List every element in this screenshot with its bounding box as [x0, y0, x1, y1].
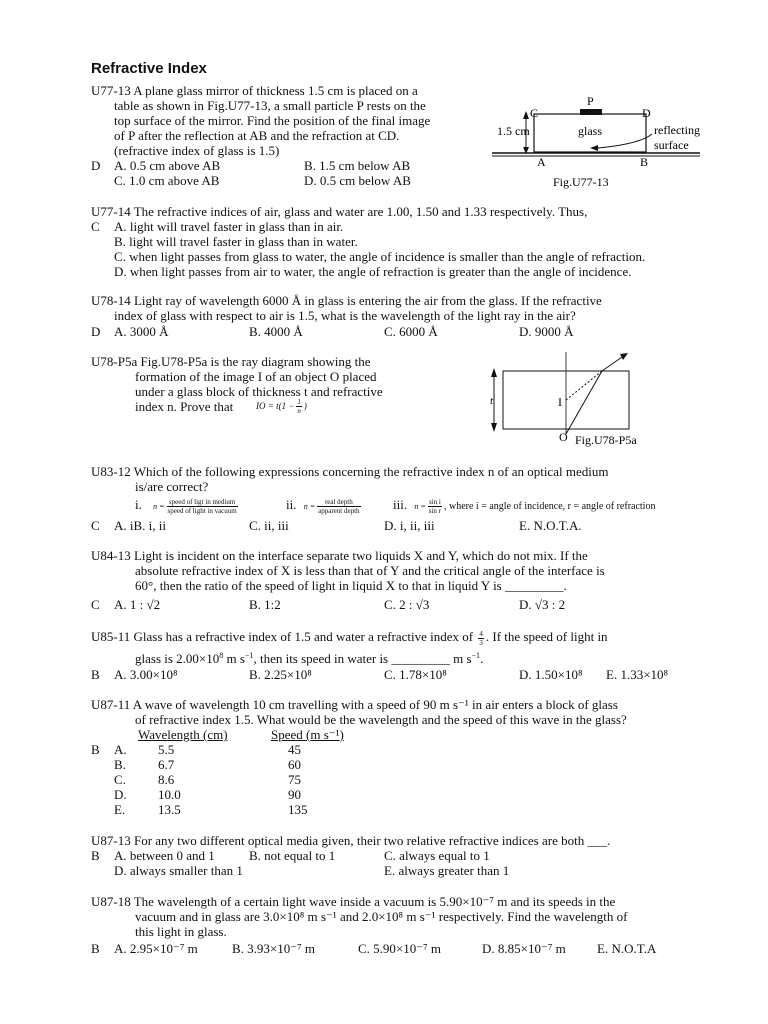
formula-lhs: IO = t(1 − [256, 401, 295, 411]
table-cell-wavelength: 6.7 [158, 757, 175, 772]
expression-i [135, 495, 240, 517]
option-d: D. 0.5 cm below AB [304, 173, 411, 188]
option-c: C. ii, iii [249, 518, 289, 533]
question-text-part: . [480, 651, 484, 666]
label-glass: glass [578, 124, 602, 138]
option-b: B. light will travel faster in glass than in water. [114, 234, 358, 249]
emergent-ray [602, 355, 625, 371]
option-b: B. 2.25×10⁸ [249, 667, 312, 682]
option-c: C. 6000 Å [384, 324, 438, 339]
page-title: Refractive Index [91, 60, 207, 77]
question-text: this light in glass. [135, 924, 227, 939]
table-cell-speed: 45 [288, 742, 301, 757]
question-text: under a glass block of thickness t and refractive [135, 384, 383, 399]
label-a: A [537, 155, 546, 169]
option-c: C. when light passes from glass to water, the angle of incidence is smaller than the angle of refraction. [114, 249, 646, 264]
table-row-label: B. [114, 757, 126, 772]
table-row-label: A. [114, 742, 127, 757]
question-text: U77-14 The refractive indices of air, glass and water are 1.00, 1.50 and 1.33 respectively. Thus, [91, 204, 588, 219]
label-b: B [640, 155, 649, 169]
question-text: index n. Prove that [135, 399, 234, 414]
fraction-numerator: 4 [479, 629, 483, 638]
option-e: E. N.O.T.A. [519, 518, 582, 533]
exponent: −1 [471, 651, 481, 660]
question-text-part: glass is 2.00×10 [135, 651, 220, 666]
option-d: D. 9000 Å [519, 324, 574, 339]
question-text: U77-13 A plane glass mirror of thickness 1.5 cm is placed on a [91, 83, 418, 98]
answer-key: C [91, 518, 100, 533]
answer-key: B [91, 848, 100, 863]
fraction-numerator: real depth [317, 498, 360, 507]
question-text [91, 629, 608, 647]
option-c: C. 1.0 cm above AB [114, 173, 220, 188]
arrow-head-up [523, 111, 529, 119]
fraction-denominator: n [297, 407, 301, 416]
option-e: E. 1.33×10⁸ [606, 667, 669, 682]
expression-fraction [428, 498, 442, 515]
option-d: D. √3 : 2 [519, 597, 566, 612]
formula-rhs: ) [303, 401, 307, 411]
label-p: P [587, 94, 594, 108]
question-text: formation of the image I of an object O placed [135, 369, 377, 384]
label-c: C [530, 106, 539, 120]
expression-iii [393, 495, 655, 517]
table-cell-wavelength: 13.5 [158, 802, 181, 817]
label-thickness: 1.5 cm [497, 124, 530, 138]
option-d: D. when light passes from air to water, the angle of refraction is greater than the angle of incidence. [114, 264, 632, 279]
answer-key: D [91, 324, 101, 339]
option-c: C. 1.78×10⁸ [384, 667, 447, 682]
question-text: U87-18 The wavelength of a certain light wave inside a vacuum is 5.90×10⁻⁷ m and its speeds in the [91, 894, 616, 909]
option-e: E. N.O.T.A [597, 941, 657, 956]
question-text: absolute refractive index of X is less than that of Y and the critical angle of the interface is [135, 563, 605, 578]
option-a: A. iB. i, ii [114, 518, 167, 533]
arrow-head-up [491, 368, 497, 377]
question-text: U87-13 For any two different optical media given, their two relative refractive indices are both ___. [91, 833, 611, 848]
question-text: vacuum and in glass are 3.0×10⁸ m s⁻¹ and 2.0×10⁸ m s⁻¹ respectively. Find the wavelength of [135, 909, 628, 924]
arrow-head-down [491, 423, 497, 432]
fraction-four-thirds [478, 630, 484, 647]
expression-lhs: n = [414, 502, 426, 511]
column-header-speed: Speed (m s⁻¹) [271, 727, 344, 742]
option-d: D. 8.85×10⁻⁷ m [482, 941, 566, 956]
option-d: D. 1.50×10⁸ [519, 667, 583, 682]
option-d: D. i, ii, iii [384, 518, 435, 533]
column-header-wavelength: Wavelength (cm) [138, 727, 228, 742]
option-a: A. 2.95×10⁻⁷ m [114, 941, 198, 956]
expression-lhs: n = [153, 502, 165, 511]
exponent: −1 [244, 651, 254, 660]
question-text: U78-14 Light ray of wavelength 6000 Å in glass is entering the air from the glass. If the refractive [91, 293, 602, 308]
label-d: D [642, 106, 651, 120]
expression-fraction [317, 498, 360, 515]
option-a: A. 0.5 cm above AB [114, 158, 221, 173]
question-text: U83-12 Which of the following expressions concerning the refractive index n of an optical medium [91, 464, 609, 479]
fraction-denominator: sin r [428, 506, 441, 515]
option-a: A. 1 : √2 [114, 597, 161, 612]
question-text-part: , then its speed in water is _________ m s [253, 651, 472, 666]
option-a: A. between 0 and 1 [114, 848, 215, 863]
option-a: A. 3.00×10⁸ [114, 667, 178, 682]
question-text: (refractive index of glass is 1.5) [114, 143, 280, 158]
expression-lhs: n = [303, 502, 316, 511]
pointer-arrow [590, 145, 598, 151]
option-d: D. always smaller than 1 [114, 863, 243, 878]
figure-caption: Fig.U77-13 [553, 175, 609, 189]
figure-u78-p5a [482, 350, 682, 450]
label-t: t [490, 395, 494, 407]
expression-ii [286, 495, 363, 517]
expression-label: ii. [286, 497, 297, 512]
particle-p [580, 109, 602, 115]
option-a: A. 3000 Å [114, 324, 169, 339]
refracted-ray [566, 371, 602, 434]
option-b: B. 1.5 cm below AB [304, 158, 411, 173]
question-text: table as shown in Fig.U77-13, a small particle P rests on the [114, 98, 426, 113]
option-b: B. not equal to 1 [249, 848, 336, 863]
expression-note: , where i = angle of incidence, r = angle of refraction [444, 501, 656, 512]
expression-label: iii. [393, 497, 408, 512]
answer-key: B [91, 742, 100, 757]
ray-arrow [620, 353, 628, 360]
fraction-denominator: speed of light in vacuum [167, 506, 237, 515]
table-cell-speed: 90 [288, 787, 301, 802]
table-row-label: D. [114, 787, 127, 802]
question-text-part: . If the speed of light in [485, 629, 608, 644]
table-cell-wavelength: 5.5 [158, 742, 175, 757]
expression-label: i. [135, 497, 142, 512]
question-text: 60°, then the ratio of the speed of light in liquid X to that in liquid Y is _________. [135, 578, 567, 593]
table-row-label: E. [114, 802, 126, 817]
question-text: of refractive index 1.5. What would be the wavelength and the speed of this wave in the glass? [135, 712, 627, 727]
question-text: U84-13 Light is incident on the interface separate two liquids X and Y, which do not mix. If the [91, 548, 588, 563]
option-c: C. 5.90×10⁻⁷ m [358, 941, 442, 956]
fraction-denominator: 3 [479, 638, 483, 647]
fraction-numerator: speed of ligt in medium [167, 498, 238, 507]
label-surface: surface [654, 138, 689, 152]
option-c: C. 2 : √3 [384, 597, 430, 612]
label-reflecting: reflecting [654, 123, 700, 137]
question-text: U78-P5a Fig.U78-P5a is the ray diagram showing the [91, 354, 371, 369]
answer-key: C [91, 597, 100, 612]
answer-key: B [91, 941, 100, 956]
table-cell-speed: 135 [288, 802, 308, 817]
fraction-numerator: sin i [428, 497, 441, 506]
figure-caption: Fig.U78-P5a [575, 433, 637, 447]
answer-key: C [91, 219, 100, 234]
question-text-part: U85-11 Glass has a refractive index of 1.5 and water a refractive index of [91, 629, 474, 644]
figure-u77-13 [490, 92, 720, 192]
pointer-line [598, 134, 652, 148]
label-i: I [558, 395, 562, 409]
answer-key: D [91, 158, 101, 173]
table-cell-speed: 60 [288, 757, 301, 772]
option-a: A. light will travel faster in glass than in air. [114, 219, 344, 234]
question-text: is/are correct? [135, 479, 209, 494]
question-text: U87-11 A wave of wavelength 10 cm travelling with a speed of 90 m s⁻¹ in air enters a block of glass [91, 697, 618, 712]
formula-fraction [296, 398, 302, 415]
question-text [135, 651, 483, 666]
option-c: C. always equal to 1 [384, 848, 490, 863]
fraction-denominator: apparent depth [318, 506, 360, 515]
option-b: B. 1:2 [249, 597, 281, 612]
label-o: O [559, 430, 568, 444]
virtual-ray [566, 371, 602, 400]
table-cell-wavelength: 10.0 [158, 787, 181, 802]
table-cell-wavelength: 8.6 [158, 772, 175, 787]
option-e: E. always greater than 1 [384, 863, 510, 878]
question-text: of P after the reflection at AB and the refraction at CD. [114, 128, 400, 143]
question-text: top surface of the mirror. Find the position of the final image [114, 113, 431, 128]
table-row-label: C. [114, 772, 126, 787]
question-text: index of glass with respect to air is 1.5, what is the wavelength of the light ray in the air? [114, 308, 576, 323]
option-b: B. 4000 Å [249, 324, 303, 339]
formula-io [256, 398, 307, 415]
option-b: B. 3.93×10⁻⁷ m [232, 941, 316, 956]
fraction-numerator: 1 [297, 398, 301, 407]
table-cell-speed: 75 [288, 772, 301, 787]
expression-fraction [167, 498, 238, 515]
question-text-part: m s [223, 651, 245, 666]
exponent: 8 [219, 651, 224, 660]
answer-key: B [91, 667, 100, 682]
